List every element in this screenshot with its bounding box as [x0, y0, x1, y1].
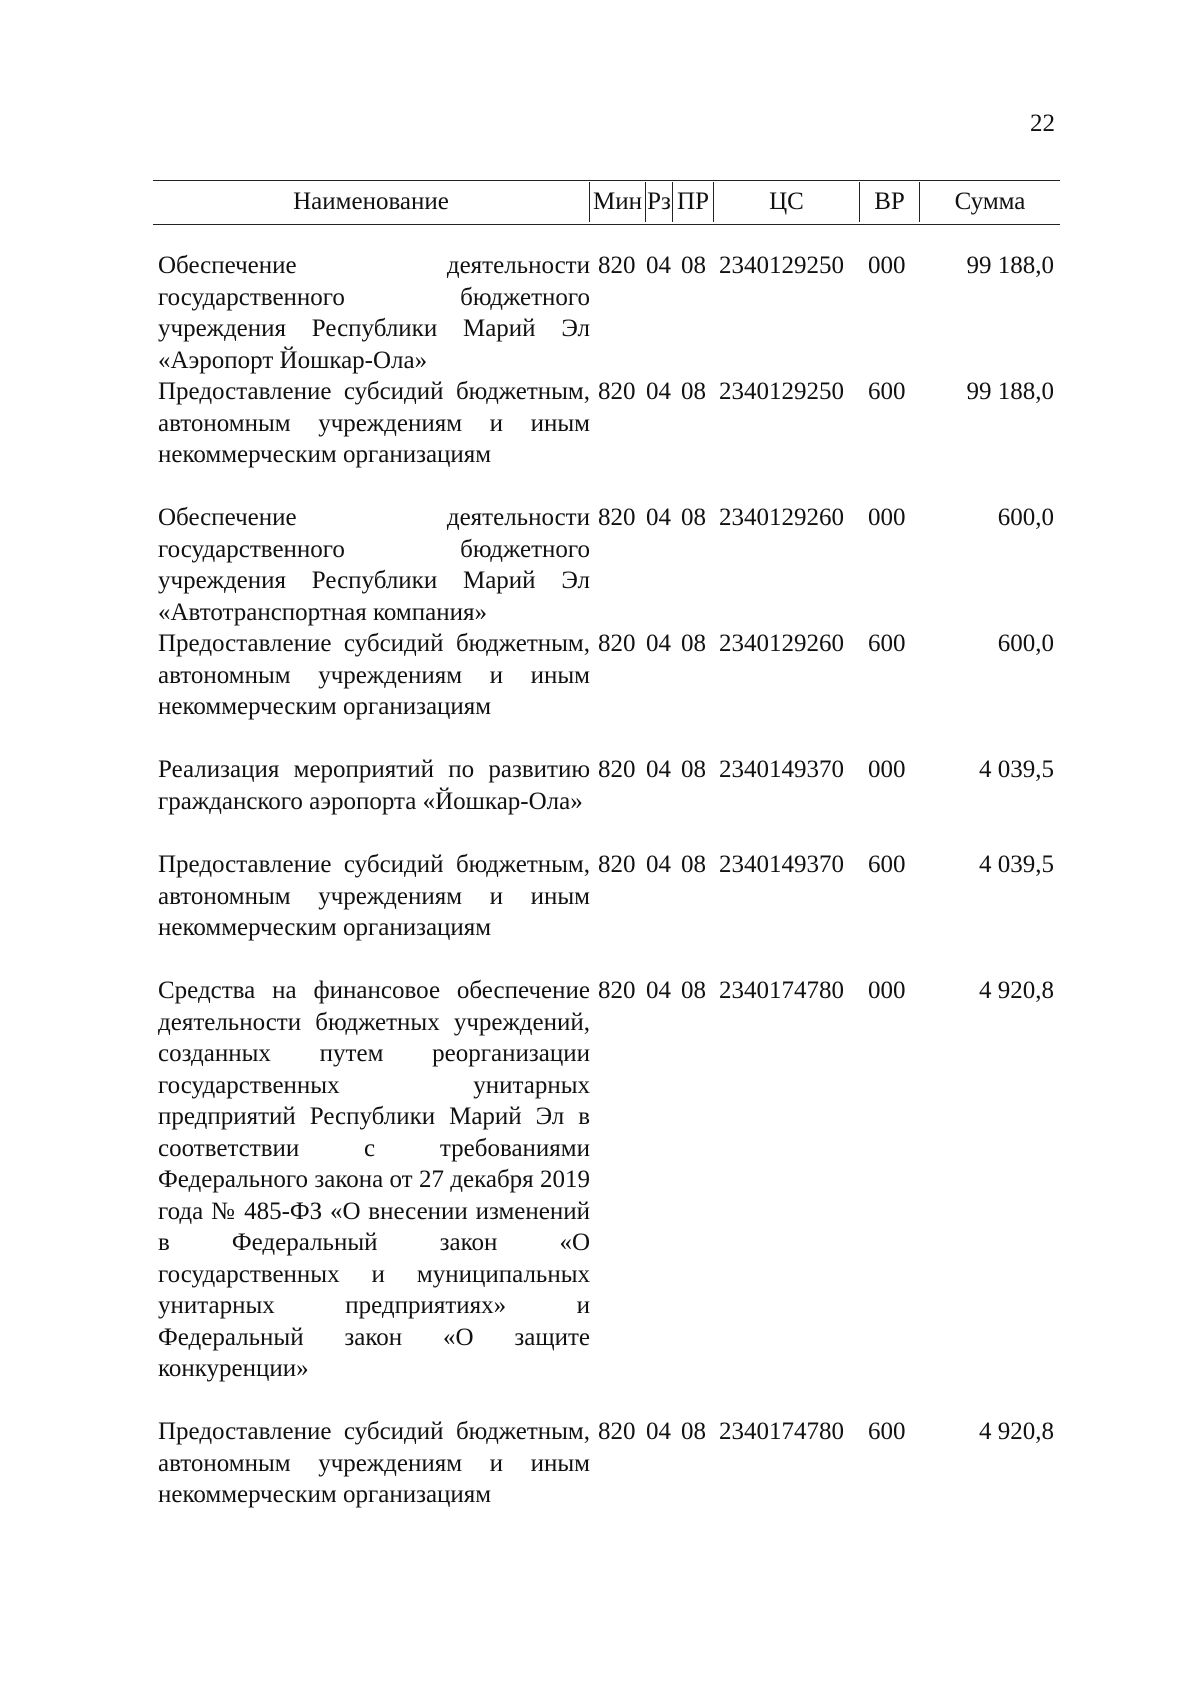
header-min: Мин [590, 182, 646, 222]
row-rz: 04 [646, 851, 671, 878]
row-vr: 600 [868, 378, 906, 405]
row-min: 820 [598, 851, 636, 878]
table-row [0, 1416, 1200, 1542]
row-pr: 08 [681, 1418, 706, 1445]
row-rz: 04 [646, 378, 671, 405]
row-cs: 2340174780 [719, 977, 844, 1004]
row-cs: 2340149370 [719, 756, 844, 783]
row-sum: 600,0 [997, 504, 1054, 531]
row-vr: 000 [868, 977, 906, 1004]
row-cs: 2340129260 [719, 504, 844, 531]
row-rz: 04 [646, 504, 671, 531]
row-cs: 2340174780 [719, 1418, 844, 1445]
table-row [0, 754, 1200, 849]
row-pr: 08 [681, 851, 706, 878]
row-sum: 99 188,0 [966, 378, 1054, 405]
row-cs: 2340129250 [719, 252, 844, 279]
row-name: Обеспечение деятельности государственного бюджетного учреждения Республики Марий Эл «Аэропорт Йошкар-Ола» [158, 252, 590, 374]
table-row [0, 975, 1200, 1416]
row-rz: 04 [646, 977, 671, 1004]
row-name: Средства на финансовое обеспечение деятельности бюджетных учреждений, созданных путем реорганизации государственных унитарных предприятий Республики Марий Эл в соответствии с требованиями Федерального закона от 27 декабря 2019 года № 485-ФЗ «О внесении изменений в Федеральный закон «О государственных и муниципальных унитарных предприятиях» и Федеральный закон «О защите конкуренции» [158, 977, 590, 1382]
row-rz: 04 [646, 630, 671, 657]
row-cs: 2340149370 [719, 851, 844, 878]
table-row [0, 849, 1200, 975]
row-name: Предоставление субсидий бюджетным, автономным учреждениям и иным некоммерческим организациям [158, 378, 590, 468]
header-top-rule [153, 180, 1060, 181]
row-sum: 99 188,0 [966, 252, 1054, 279]
row-pr: 08 [681, 756, 706, 783]
row-name: Предоставление субсидий бюджетным, автономным учреждениям и иным некоммерческим организациям [158, 630, 590, 720]
row-vr: 600 [868, 1418, 906, 1445]
header-name: Наименование [153, 182, 590, 222]
row-sum: 4 920,8 [979, 977, 1054, 1004]
row-min: 820 [598, 630, 636, 657]
row-pr: 08 [681, 378, 706, 405]
row-min: 820 [598, 977, 636, 1004]
row-sum: 4 920,8 [979, 1418, 1054, 1445]
row-pr: 08 [681, 630, 706, 657]
row-sum: 4 039,5 [979, 756, 1054, 783]
row-cs: 2340129250 [719, 378, 844, 405]
header-pr: ПР [673, 182, 714, 222]
table-row [0, 250, 1200, 376]
row-rz: 04 [646, 756, 671, 783]
row-min: 820 [598, 504, 636, 531]
row-vr: 600 [868, 851, 906, 878]
row-name: Обеспечение деятельности государственного бюджетного учреждения Республики Марий Эл «Автотранспортная компания» [158, 504, 590, 626]
row-sum: 600,0 [997, 630, 1054, 657]
table-row [0, 376, 1200, 502]
row-rz: 04 [646, 252, 671, 279]
header-sum: Сумма [954, 188, 1026, 215]
header-rz: Рз [646, 182, 673, 222]
header-bottom-rule [153, 224, 1060, 225]
header-cs: ЦС [714, 182, 860, 222]
table-row [0, 628, 1200, 754]
table-body [0, 250, 1200, 1542]
row-cs: 2340129260 [719, 630, 844, 657]
row-min: 820 [598, 378, 636, 405]
row-min: 820 [598, 1418, 636, 1445]
row-min: 820 [598, 756, 636, 783]
row-pr: 08 [681, 252, 706, 279]
row-sum: 4 039,5 [979, 851, 1054, 878]
header-vr: ВР [860, 182, 920, 222]
row-pr: 08 [681, 504, 706, 531]
row-rz: 04 [646, 1418, 671, 1445]
row-min: 820 [598, 252, 636, 279]
table-row [0, 502, 1200, 628]
row-vr: 600 [868, 630, 906, 657]
row-vr: 000 [868, 504, 906, 531]
page-number: 22 [1030, 110, 1055, 137]
row-name: Реализация мероприятий по развитию гражданского аэропорта «Йошкар-Ола» [158, 756, 590, 815]
row-pr: 08 [681, 977, 706, 1004]
row-vr: 000 [868, 252, 906, 279]
row-vr: 000 [868, 756, 906, 783]
row-name: Предоставление субсидий бюджетным, автономным учреждениям и иным некоммерческим организациям [158, 851, 590, 941]
row-name: Предоставление субсидий бюджетным, автономным учреждениям и иным некоммерческим организациям [158, 1418, 590, 1508]
